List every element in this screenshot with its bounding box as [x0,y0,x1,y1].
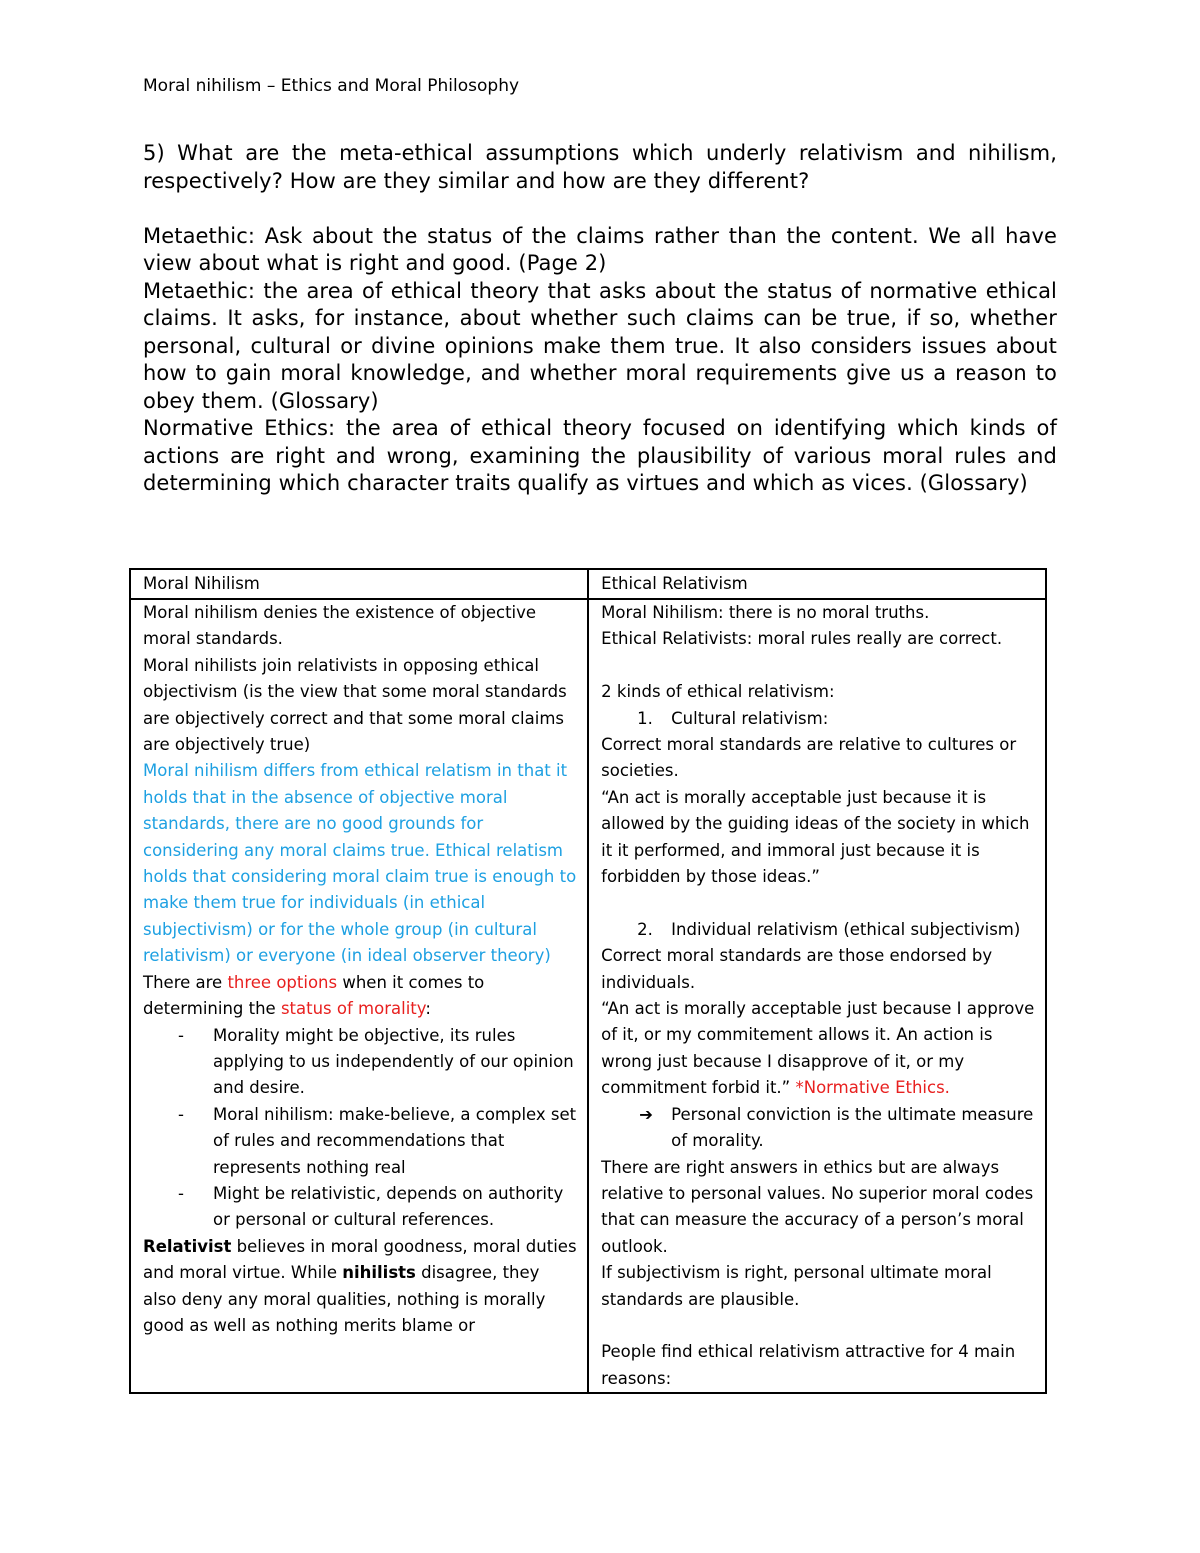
spacer [601,890,1035,916]
dash-marker: - [178,1104,184,1124]
relativism-cell [588,599,1046,1393]
definition-metaethic-page: Metaethic: Ask about the status of the claims rather than the content. We all have view about what is right and good. (Page 2) [143,223,1057,275]
number-marker: 1. [637,708,653,728]
list-item [601,706,1035,732]
cultural-quote: “An act is morally acceptable just because it is allowed by the guiding ideas of the society in which it it performed, and immoral just because it is forbidden by those ideas.” [601,787,1030,887]
nihilism-para-2: Moral nihilists join relativists in opposing ethical objectivism (is the view that some moral standards are objectively correct and that some moral claims are objectively true) [143,655,567,755]
kinds-list-2 [601,917,1035,943]
bold-nihilists: nihilists [342,1263,416,1283]
text-run: “An act is morally acceptable just because I approve of it, or my commitement allows it. An action is wrong just because I disapprove of it, or my commitment forbid it.” [601,999,1035,1098]
arrow-text: Personal conviction is the ultimate measure of morality. [671,1104,1034,1151]
relativism-right-answers: There are right answers in ethics but are always relative to personal values. No superior moral codes that can measure the accuracy of a person’s moral outlook. [601,1157,1034,1256]
list-item [143,1023,577,1102]
nihilism-para-1: Moral nihilism denies the existence of objective moral standards. [143,603,537,649]
arrow-right-icon: ➔ [639,1104,653,1124]
definition-normative-ethics: Normative Ethics: the area of ethical theory focused on identifying which kinds of actions are right and wrong, examining the plausibility of various moral rules and determining which character traits qualify as virtues and which as vices. (Glossary) [143,416,1057,495]
highlight-three-options: three options [227,972,338,992]
question-text: 5) What are the meta-ethical assumptions which underly relativism and nihilism, respectively? How are they similar and how are they different? [143,141,1057,193]
relativism-line-2: Ethical Relativists: moral rules really are correct. [601,629,1003,649]
relativism-line-1: Moral Nihilism: there is no moral truths. [601,603,930,622]
text-run: believes in moral goodness, moral duties and moral virtue. While [143,1236,577,1283]
options-list [143,1023,577,1234]
highlight-status-of-morality: status of morality [280,999,426,1019]
kind-label: Individual relativism (ethical subjectivism) [671,919,1021,939]
text-run: disagree, they also deny any moral qualities, nothing is morally good as well as nothing merits blame or [143,1263,546,1335]
table-body-row [130,599,1046,1393]
running-header: Moral nihilism – Ethics and Moral Philosophy [143,76,520,96]
kind-label: Cultural relativism: [671,708,829,728]
option-text: Moral nihilism: make-believe, a complex set of rules and recommendations that represents nothing real [213,1104,577,1177]
nihilism-cell [130,599,588,1393]
main-text [143,140,1057,498]
nihilism-para-relativist [143,1234,577,1340]
arrow-list-item [601,1102,1035,1155]
list-item [143,1102,577,1181]
relativism-subjectivism: If subjectivism is right, personal ultimate moral standards are plausible. [601,1263,992,1309]
text-run: There are [143,972,228,992]
spacer [601,653,1035,679]
list-item [601,917,1035,943]
option-text: Morality might be objective, its rules applying to us independently of our opinion and desire. [213,1025,574,1098]
nihilism-para-options [143,970,577,1023]
text-run: when it comes to determining the [143,972,485,1019]
spacer [143,195,1057,223]
list-item [143,1181,577,1234]
table-header-row [130,569,1046,599]
cultural-def: Correct moral standards are relative to cultures or societies. [601,735,1017,781]
option-text: Might be relativistic, depends on authority or personal or cultural references. [213,1183,564,1230]
header-ethical-relativism: Ethical Relativism [588,569,1046,599]
relativism-kinds-heading: 2 kinds of ethical relativism: [601,682,835,702]
kinds-list-1 [601,706,1035,732]
comparison-table [129,568,1047,1394]
individual-quote [601,996,1035,1102]
relativism-reasons: People find ethical relativism attractive for 4 main reasons: [601,1342,1016,1388]
dash-marker: - [178,1183,184,1203]
dash-marker: - [178,1025,184,1045]
individual-def: Correct moral standards are those endorsed by individuals. [601,946,993,992]
nihilism-para-differs: Moral nihilism differs from ethical relatism in that it holds that in the absence of objective moral standards, there are no good grounds for considering any moral claims true. Ethical relatism holds that considering moral claim true is enough to make them true for individuals (in ethical subjectivism) or for the whole group (in cultural relativism) or everyone (in ideal observer theory) [143,761,577,966]
number-marker: 2. [637,919,653,939]
spacer [601,1313,1035,1339]
header-moral-nihilism: Moral Nihilism [130,569,588,599]
highlight-normative-ethics: *Normative Ethics. [795,1078,950,1098]
definition-metaethic-glossary: Metaethic: the area of ethical theory that asks about the status of normative ethical claims. It asks, for instance, about whether such claims can be true, if so, whether personal, cultural or divine opinions make them true. It also considers issues about how to gain moral knowledge, and whether moral requirements give us a reason to obey them. (Glossary) [143,278,1057,413]
bold-relativist: Relativist [143,1236,232,1256]
text-run: : [425,999,431,1019]
